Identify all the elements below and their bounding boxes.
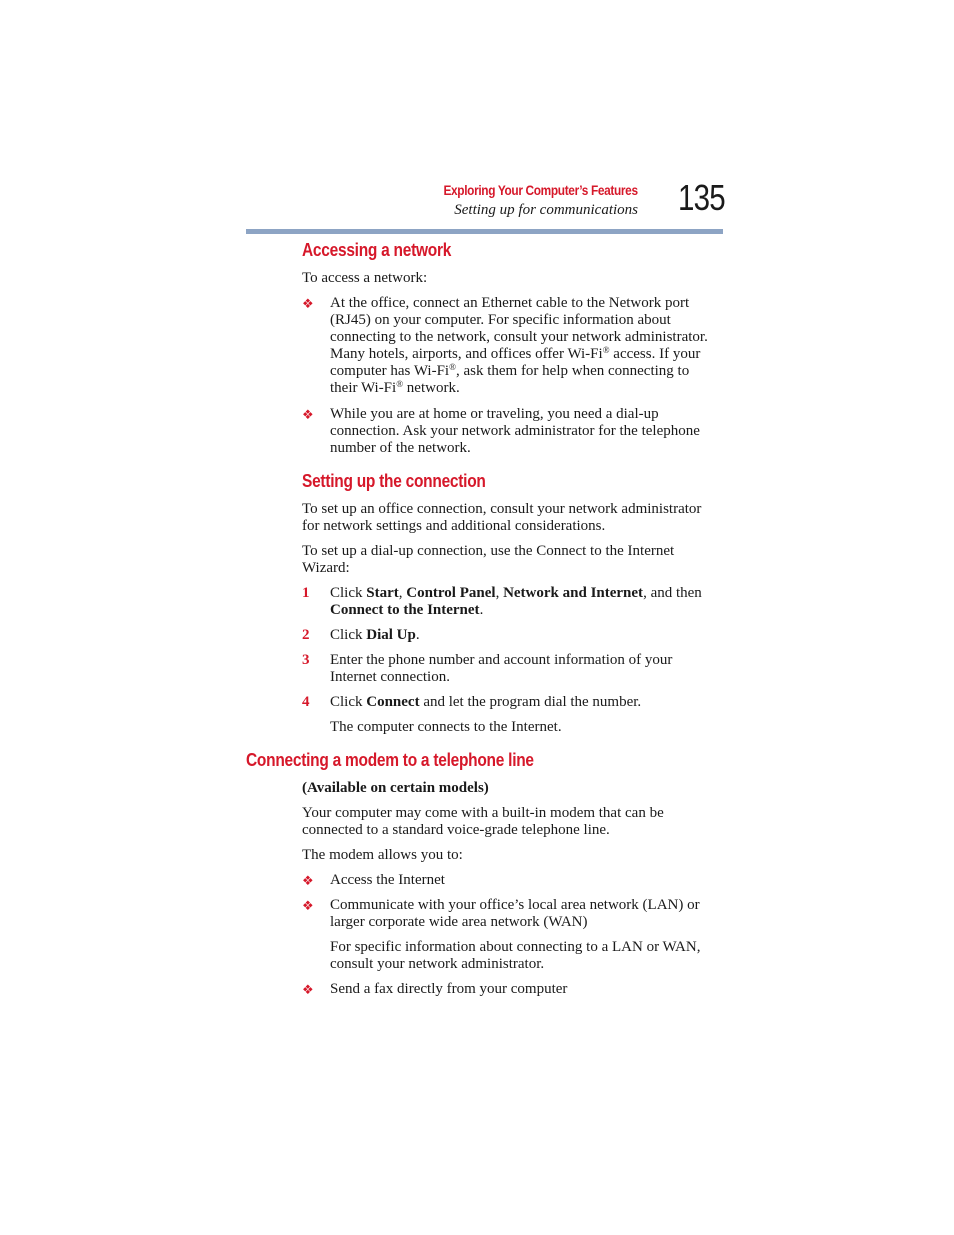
list-item-text: While you are at home or traveling, you need a dial-up connection. Ask your network administrator for the telephone number of the network. xyxy=(330,406,700,456)
step-text: Enter the phone number and account information of your Internet connection. xyxy=(330,652,673,685)
heading-connecting-modem: Connecting a modem to a telephone line xyxy=(246,750,534,770)
paragraph-access-intro: To access a network: xyxy=(302,270,428,286)
bullet-icon: ❖ xyxy=(302,898,314,913)
paragraph-lan-wan-note: For specific information about connecting to a LAN or WAN, consult your network administrator. xyxy=(330,939,701,972)
heading-accessing-network: Accessing a network xyxy=(302,240,452,260)
list-item-text: Access the Internet xyxy=(330,872,445,888)
step-number: 3 xyxy=(302,652,310,668)
step-text: Click Start, Control Panel, Network and Internet, and then Connect to the Internet. xyxy=(330,585,702,618)
bullet-icon: ❖ xyxy=(302,873,314,888)
step-text: Click Dial Up. xyxy=(330,627,420,643)
paragraph-office-connection: To set up an office connection, consult your network administrator for network settings and additional considerations. xyxy=(302,501,702,534)
running-header-chapter: Exploring Your Computer’s Features xyxy=(443,183,638,198)
step-number: 4 xyxy=(302,694,310,710)
list-item xyxy=(302,981,727,998)
header-rule xyxy=(246,229,723,234)
list-item-text: Send a fax directly from your computer xyxy=(330,981,568,997)
list-item xyxy=(302,872,727,889)
availability-note: (Available on certain models) xyxy=(302,780,489,796)
paragraph-modem-allows: The modem allows you to: xyxy=(302,847,463,863)
running-header-section: Setting up for communications xyxy=(454,202,638,218)
list-item-text: At the office, connect an Ethernet cable to the Network port (RJ45) on your computer. For specific information about connecting to the network, consult your network administrator. Many hotels, airports, and offices offer Wi-Fi® access. If your computer has Wi-Fi®, ask them for help when connecting to their Wi-Fi® network. xyxy=(330,295,708,396)
step-text: Click Connect and let the program dial the number. xyxy=(330,694,642,710)
step-item xyxy=(302,627,727,644)
step-item xyxy=(302,652,727,686)
bullet-icon: ❖ xyxy=(302,407,314,422)
step-item xyxy=(302,694,727,711)
list-item xyxy=(302,406,727,457)
list-item xyxy=(302,295,727,397)
step-number: 1 xyxy=(302,585,310,601)
list-item xyxy=(302,897,727,931)
bullet-icon: ❖ xyxy=(302,296,314,311)
step-number: 2 xyxy=(302,627,310,643)
step-result: The computer connects to the Internet. xyxy=(330,719,562,735)
page-number: 135 xyxy=(678,177,725,218)
bullet-icon: ❖ xyxy=(302,982,314,997)
heading-setting-up-connection: Setting up the connection xyxy=(302,471,486,491)
list-item-text: Communicate with your office’s local area network (LAN) or larger corporate wide area network (WAN) xyxy=(330,897,700,930)
paragraph-dialup-wizard: To set up a dial-up connection, use the Connect to the Internet Wizard: xyxy=(302,543,675,576)
step-item xyxy=(302,585,727,619)
paragraph-builtin-modem: Your computer may come with a built-in modem that can be connected to a standard voice-grade telephone line. xyxy=(302,805,664,838)
